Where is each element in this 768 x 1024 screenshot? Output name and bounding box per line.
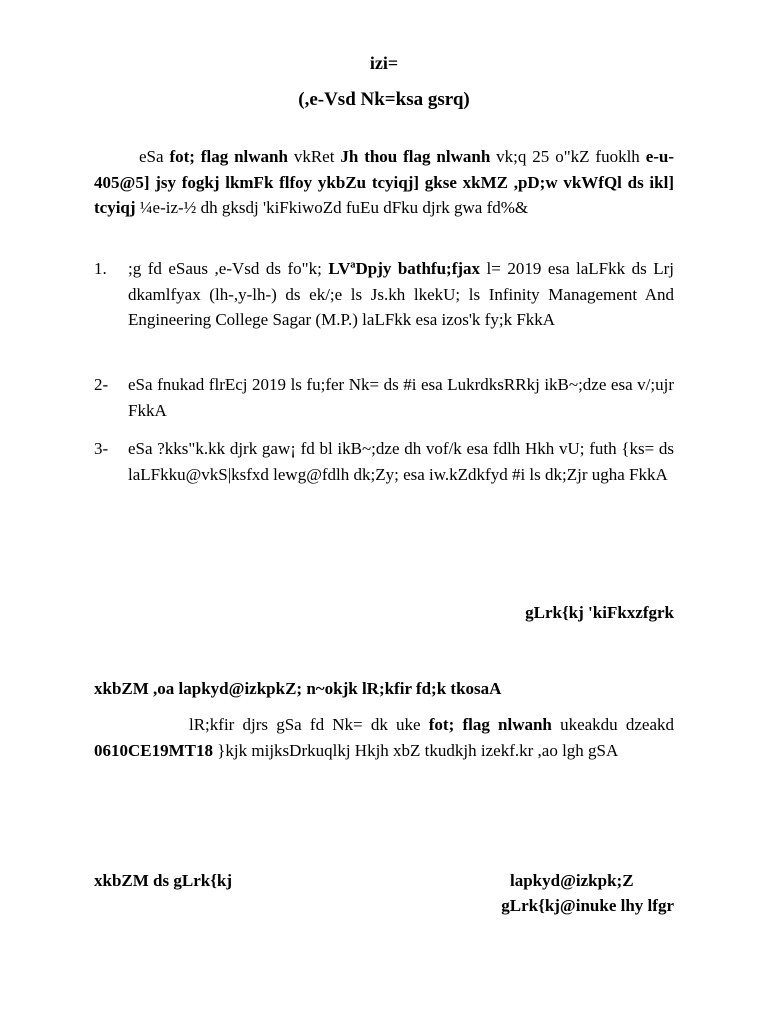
verification-text-2: ukeakdu dzeakd [551,715,675,734]
list-item [94,436,674,487]
guide-signature-label: xkbZM ds gLrk{kj [94,871,233,890]
list-item-text-2: l= 2019 esa laLFkk ds Lrj dkamlfyax (lh-,y-lh-) ds ek/;e ls Js.kh lkekU; ls Infinity Management And Engineering College Sagar (M.P.) laLFkk esa izos'k fy;k FkkA [128,259,675,329]
intro-paragraph [94,144,674,221]
page-subtitle: (,e-Vsd Nk=ksa gsrq) [298,89,470,110]
director-label: lapkyd@izkpk;Z [510,871,634,890]
verification-text-1: lR;kfir djrs gSa fd Nk= dk uke [189,715,429,734]
intro-text-4: ¼e-iz-½ dh gksdj 'kiFkiwoZd fuEu dFku djrk gwa fd%& [135,198,529,217]
list-item-text [128,256,674,333]
intro-address: e-u- 405@5] jsy fogkj lkmFk flfoy ykbZu tcyiqj] gkse xkMZ ,pD;w vkWfQl ds ikl] tcyiqj [94,147,675,217]
verification-student-name: fot; flag nlwanh [428,715,552,734]
verification-paragraph [94,712,674,763]
intro-text-3: vk;q 25 o"kZ fuoklh [490,147,646,166]
list-item-number: 1. [94,259,107,278]
list-item-text-1: ;g fd eSaus ,e-Vsd ds fo"k; [128,259,329,278]
deponent-signature-label: gLrk{kj 'kiFkxzfgrk [525,603,674,622]
list-item-number: 3- [94,439,109,458]
list-item [94,256,674,333]
page-title: izi= [369,53,399,73]
list-item-subject: LVªDpjy bathfu;fjax [328,259,481,278]
intro-text-2: vkRet [287,147,341,166]
list-item-text: eSa fnukad flrEcj 2019 ls fu;fer Nk= ds #i esa LukrdksRRkj ikB~;dze esa v/;ujr FkkA [128,375,674,420]
list-item-number: 2- [94,375,109,394]
intro-father-name: Jh thou flag nlwanh [340,147,491,166]
verification-heading: xkbZM ,oa lapkyd@izkpkZ; n~okjk lR;kfir fd;k tkosaA [94,679,502,698]
list-item-text: eSa ?kks"k.kk djrk gaw¡ fd bl ikB~;dze dh vof/k esa fdlh Hkh vU; futh {ks= ds laLFkku@vkS|ksfxd lewg@fdlh dk;Zy; esa iw.kZdkfyd #i ls dk;Zjr ugha FkkA [128,439,674,484]
list-item [94,372,674,423]
verification-text-3: }kjk mijksDrkuqlkj Hkjh xbZ tkudkjh izekf.kr ,ao lgh gSA [213,740,619,760]
intro-name: fot; flag nlwanh [169,147,288,166]
intro-text-1: eSa [139,147,170,166]
enrollment-number: 0610CE19MT18 [94,740,213,760]
director-signature-label: gLrk{kj@inuke lhy lfgr [501,896,674,915]
